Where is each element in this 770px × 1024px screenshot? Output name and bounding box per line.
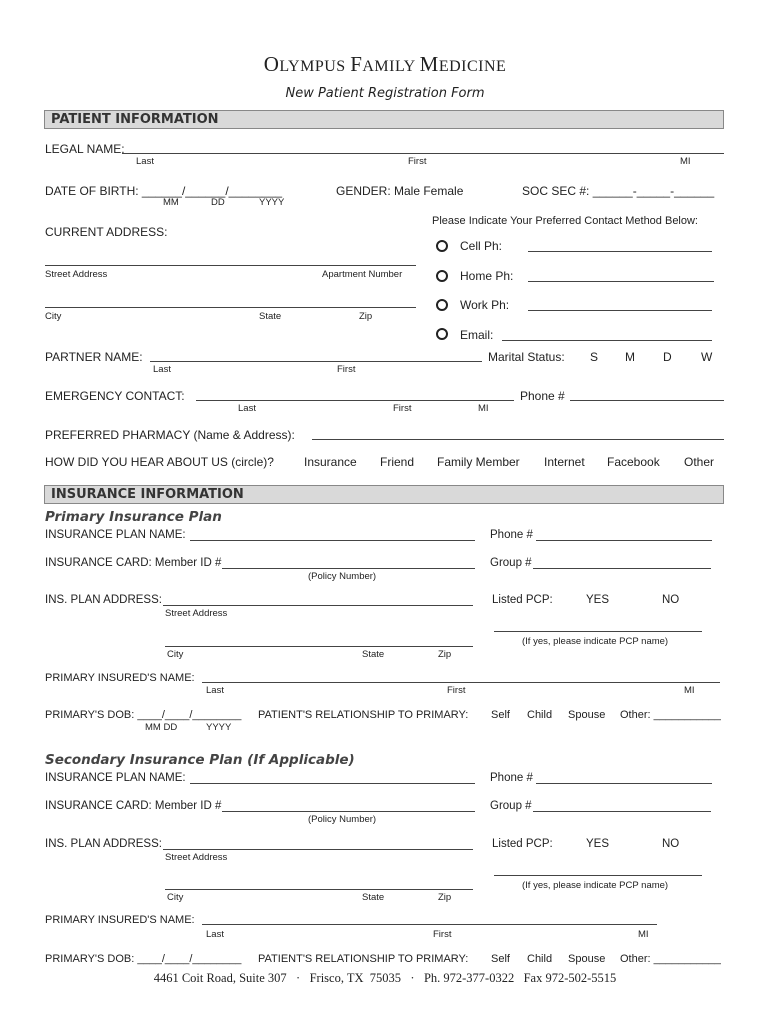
secondary-dob-field[interactable]: PRIMARY'S DOB: ____/____/________ <box>45 953 242 965</box>
mi-caption: MI <box>680 156 691 167</box>
secondary-insured-label: PRIMARY INSURED'S NAME: <box>45 914 195 926</box>
marital-label: Marital Status: <box>488 350 565 364</box>
secondary-phone-label: Phone # <box>490 772 533 784</box>
pharmacy-label: PREFERRED PHARMACY (Name & Address): <box>45 428 295 442</box>
hear-option[interactable]: Friend <box>380 455 415 469</box>
relationship-child[interactable]: Child <box>527 953 553 965</box>
cell-label: Cell Ph: <box>460 239 503 253</box>
primary-address-label: INS. PLAN ADDRESS: <box>45 594 162 606</box>
pcp-note: (If yes, please indicate PCP name) <box>522 880 669 891</box>
emergency-phone-field[interactable] <box>570 400 724 401</box>
home-radio[interactable] <box>436 270 448 282</box>
emergency-last-caption: Last <box>238 403 256 414</box>
relationship-label: PATIENT'S RELATIONSHIP TO PRIMARY: <box>258 709 469 721</box>
first-caption: First <box>408 156 427 167</box>
pharmacy-field[interactable] <box>312 439 724 440</box>
apartment-caption: Apartment Number <box>322 269 403 280</box>
secondary-pcp-name-field[interactable] <box>494 875 702 876</box>
mm-dd-caption: MM DD <box>145 722 178 733</box>
state-caption: State <box>259 311 282 322</box>
secondary-group-field[interactable] <box>533 811 711 812</box>
work-label: Work Ph: <box>460 298 510 312</box>
email-label: Email: <box>460 328 494 342</box>
primary-plan-name-field[interactable] <box>190 540 475 541</box>
partner-field[interactable] <box>150 361 482 362</box>
emergency-label: EMERGENCY CONTACT: <box>45 389 185 403</box>
state-caption: State <box>362 892 385 903</box>
hear-option[interactable]: Family Member <box>437 455 520 469</box>
work-radio[interactable] <box>436 299 448 311</box>
partner-last-caption: Last <box>153 364 171 375</box>
relationship-self[interactable]: Self <box>491 709 510 721</box>
primary-listed-pcp-label: Listed PCP: <box>492 594 553 606</box>
secondary-plan-name-label: INSURANCE PLAN NAME: <box>45 772 186 784</box>
primary-insured-field[interactable] <box>202 682 720 683</box>
relationship-spouse[interactable]: Spouse <box>568 709 606 721</box>
emergency-phone-label: Phone # <box>520 389 565 403</box>
primary-group-label: Group # <box>490 557 532 569</box>
primary-plan-heading: Primary Insurance Plan <box>45 509 222 525</box>
hear-option[interactable]: Insurance <box>304 455 357 469</box>
marital-d[interactable]: D <box>663 350 672 364</box>
secondary-city-field[interactable] <box>165 889 473 890</box>
state-caption: State <box>362 649 385 660</box>
street-field[interactable] <box>45 265 416 266</box>
primary-pcp-yes[interactable]: YES <box>586 594 610 606</box>
street-caption: Street Address <box>165 852 228 863</box>
legal-name-label: LEGAL NAME: <box>45 142 125 156</box>
city-field[interactable] <box>45 307 416 308</box>
dob-field[interactable]: DATE OF BIRTH: ______/______/________ <box>45 184 283 198</box>
hear-label: HOW DID YOU HEAR ABOUT US (circle)? <box>45 455 274 469</box>
work-field[interactable] <box>528 310 712 311</box>
secondary-insured-field[interactable] <box>202 924 657 925</box>
primary-insured-label: PRIMARY INSURED'S NAME: <box>45 672 195 684</box>
city-caption: City <box>167 649 184 660</box>
last-caption: Last <box>136 156 154 167</box>
zip-caption: Zip <box>359 311 373 322</box>
primary-group-field[interactable] <box>533 568 711 569</box>
primary-street-field[interactable] <box>163 605 473 606</box>
hear-option[interactable]: Facebook <box>607 455 660 469</box>
pcp-note: (If yes, please indicate PCP name) <box>522 636 669 647</box>
footer-address: 4461 Coit Road, Suite 307 · Frisco, TX 75035 · Ph. 972-377-0322 Fax 972-502-5515 <box>153 971 617 985</box>
city-caption: City <box>45 311 62 322</box>
marital-m[interactable]: M <box>625 350 635 364</box>
secondary-pcp-yes[interactable]: YES <box>586 838 610 850</box>
secondary-plan-name-field[interactable] <box>190 783 475 784</box>
mm-caption: MM <box>163 197 179 208</box>
primary-phone-field[interactable] <box>536 540 712 541</box>
cell-field[interactable] <box>528 251 712 252</box>
email-radio[interactable] <box>436 328 448 340</box>
legal-name-field[interactable] <box>122 153 724 154</box>
primary-card-label: INSURANCE CARD: Member ID # <box>45 557 222 569</box>
mi-caption: MI <box>638 929 649 940</box>
patient-info-header: PATIENT INFORMATION <box>44 110 724 129</box>
email-field[interactable] <box>502 340 712 341</box>
home-field[interactable] <box>528 281 714 282</box>
relationship-other[interactable]: Other: ___________ <box>620 709 721 721</box>
home-label: Home Ph: <box>460 269 514 283</box>
relationship-child[interactable]: Child <box>527 709 553 721</box>
first-caption: First <box>433 929 452 940</box>
policy-caption: (Policy Number) <box>308 814 377 825</box>
hear-option[interactable]: Internet <box>544 455 585 469</box>
street-caption: Street Address <box>165 608 228 619</box>
secondary-pcp-no[interactable]: NO <box>662 838 680 850</box>
secondary-phone-field[interactable] <box>536 783 712 784</box>
yyyy-caption: YYYY <box>259 197 285 208</box>
secondary-card-label: INSURANCE CARD: Member ID # <box>45 800 222 812</box>
relationship-self[interactable]: Self <box>491 953 510 965</box>
emergency-field[interactable] <box>196 400 514 401</box>
current-address-label: CURRENT ADDRESS: <box>45 225 168 239</box>
primary-city-field[interactable] <box>165 646 473 647</box>
partner-first-caption: First <box>337 364 356 375</box>
primary-member-id-field[interactable] <box>222 568 475 569</box>
city-caption: City <box>167 892 184 903</box>
emergency-mi-caption: MI <box>478 403 489 414</box>
relationship-spouse[interactable]: Spouse <box>568 953 606 965</box>
partner-label: PARTNER NAME: <box>45 350 143 364</box>
first-caption: First <box>447 685 466 696</box>
primary-phone-label: Phone # <box>490 529 533 541</box>
emergency-first-caption: First <box>393 403 412 414</box>
gender-field[interactable]: GENDER: Male Female <box>336 184 464 198</box>
relationship-other[interactable]: Other: ___________ <box>620 953 721 965</box>
dd-caption: DD <box>211 197 225 208</box>
secondary-address-label: INS. PLAN ADDRESS: <box>45 838 162 850</box>
marital-s[interactable]: S <box>590 350 599 364</box>
secondary-listed-pcp-label: Listed PCP: <box>492 838 553 850</box>
primary-plan-name-label: INSURANCE PLAN NAME: <box>45 529 186 541</box>
secondary-street-field[interactable] <box>163 849 473 850</box>
policy-caption: (Policy Number) <box>308 571 377 582</box>
insurance-info-header: INSURANCE INFORMATION <box>44 485 724 504</box>
contact-pref-label: Please Indicate Your Preferred Contact Method Below: <box>432 215 698 227</box>
relationship-label: PATIENT'S RELATIONSHIP TO PRIMARY: <box>258 953 469 965</box>
yyyy-caption: YYYY <box>206 722 232 733</box>
secondary-member-id-field[interactable] <box>222 811 475 812</box>
page-subtitle: New Patient Registration Form <box>285 86 485 101</box>
primary-dob-field[interactable]: PRIMARY'S DOB: ____/____/________ <box>45 709 242 721</box>
primary-pcp-name-field[interactable] <box>494 631 702 632</box>
page-title: OLYMPUS FAMILY MEDICINE <box>263 52 507 76</box>
zip-caption: Zip <box>438 892 452 903</box>
last-caption: Last <box>206 929 224 940</box>
primary-pcp-no[interactable]: NO <box>662 594 680 606</box>
zip-caption: Zip <box>438 649 452 660</box>
secondary-group-label: Group # <box>490 800 532 812</box>
cell-radio[interactable] <box>436 240 448 252</box>
hear-option[interactable]: Other <box>684 455 715 469</box>
marital-w[interactable]: W <box>701 350 713 364</box>
secondary-plan-heading: Secondary Insurance Plan (If Applicable) <box>45 752 355 768</box>
street-caption: Street Address <box>45 269 108 280</box>
last-caption: Last <box>206 685 224 696</box>
mi-caption: MI <box>684 685 695 696</box>
ssn-field[interactable]: SOC SEC #: ______-_____-______ <box>522 184 715 198</box>
